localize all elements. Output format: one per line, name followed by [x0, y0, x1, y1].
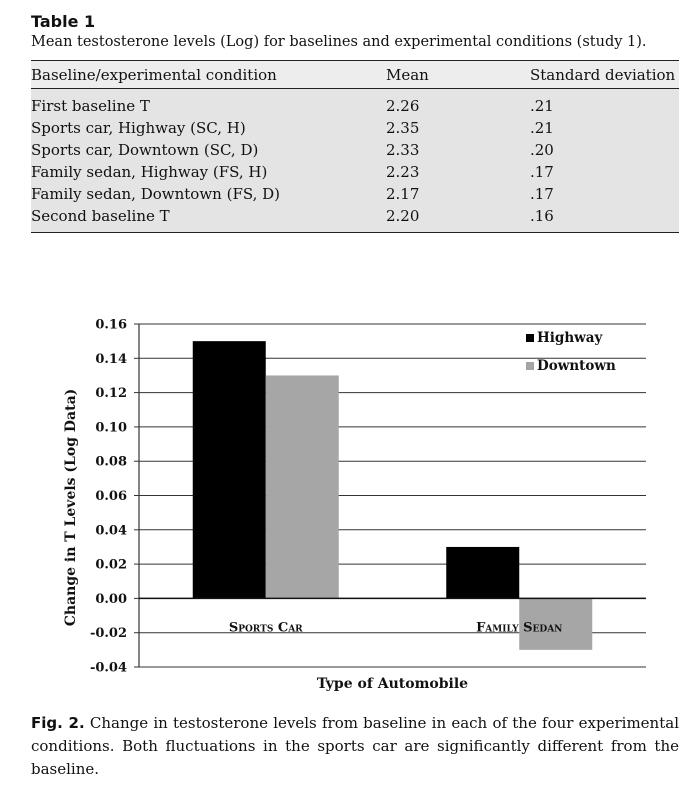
table-row — [31, 205, 679, 233]
y-tick-label: 0.04 — [95, 523, 127, 539]
y-tick-label: 0.14 — [95, 351, 127, 367]
y-tick-label: 0.12 — [95, 386, 127, 402]
y-axis-title: Change in T Levels (Log Data) — [63, 388, 79, 627]
y-tick-label: 0.06 — [95, 489, 127, 504]
figure-2 — [0, 308, 698, 700]
table-row — [31, 161, 679, 183]
cell-sd: .16 — [530, 205, 679, 233]
y-tick-label: -0.02 — [89, 626, 127, 642]
legend-swatch-downtown — [526, 362, 534, 370]
bar-highway-1 — [446, 547, 519, 598]
table-1 — [31, 12, 679, 233]
cell-condition: Sports car, Downtown (SC, D) — [31, 141, 259, 159]
table-label: Table 1 — [31, 12, 96, 31]
table-row — [31, 139, 679, 161]
header-mean: Mean — [386, 61, 530, 89]
x-axis-title: Type of Automobile — [316, 676, 469, 692]
bar-highway-0 — [193, 341, 266, 598]
y-tick-label: 0.00 — [95, 591, 127, 607]
table-row — [31, 89, 679, 118]
y-tick-label: 0.16 — [95, 317, 127, 333]
cell-mean: 2.23 — [386, 163, 420, 181]
bar-downtown-0 — [266, 375, 339, 598]
cell-condition: Family sedan, Downtown (FS, D) — [31, 185, 281, 203]
legend-label: Highway — [537, 330, 603, 346]
legend-swatch-highway — [526, 334, 534, 342]
data-table — [31, 60, 679, 233]
y-tick-label: 0.10 — [95, 420, 127, 436]
figure-caption — [31, 712, 679, 781]
cell-sd: .17 — [530, 185, 554, 203]
category-label: Family Sedan — [476, 620, 563, 636]
y-tick-label: -0.04 — [89, 660, 127, 676]
table-row — [31, 183, 679, 205]
table-row — [31, 117, 679, 139]
y-tick-label: 0.02 — [95, 557, 127, 573]
header-standard-deviation: Standard deviation — [530, 61, 679, 89]
y-tick-label: 0.08 — [95, 454, 127, 470]
table-caption: Mean testosterone levels (Log) for baselines and experimental conditions (study 1). — [31, 34, 647, 50]
figure-label: Fig. 2. — [31, 714, 85, 732]
cell-mean: 2.17 — [386, 185, 420, 203]
cell-mean: 2.20 — [386, 205, 530, 233]
header-condition: Baseline/experimental condition — [31, 61, 386, 89]
cell-sd: .21 — [530, 97, 554, 115]
cell-mean: 2.33 — [386, 141, 420, 159]
cell-condition: Sports car, Highway (SC, H) — [31, 119, 246, 137]
cell-mean: 2.26 — [386, 97, 420, 115]
figure-caption-text: Change in testosterone levels from baseline in each of the four experimental conditions. Both fluctuations in the sports car are significantly different from the baseline. — [31, 714, 679, 778]
legend-label: Downtown — [537, 358, 616, 374]
cell-sd: .20 — [530, 141, 554, 159]
cell-condition: First baseline T — [31, 97, 150, 115]
cell-condition: Second baseline T — [31, 205, 386, 233]
cell-sd: .17 — [530, 163, 554, 181]
table-header-row — [31, 61, 679, 89]
cell-sd: .21 — [530, 119, 554, 137]
category-label: Sports Car — [228, 620, 303, 636]
cell-condition: Family sedan, Highway (FS, H) — [31, 163, 268, 181]
bar-chart — [0, 308, 698, 700]
cell-mean: 2.35 — [386, 119, 420, 137]
